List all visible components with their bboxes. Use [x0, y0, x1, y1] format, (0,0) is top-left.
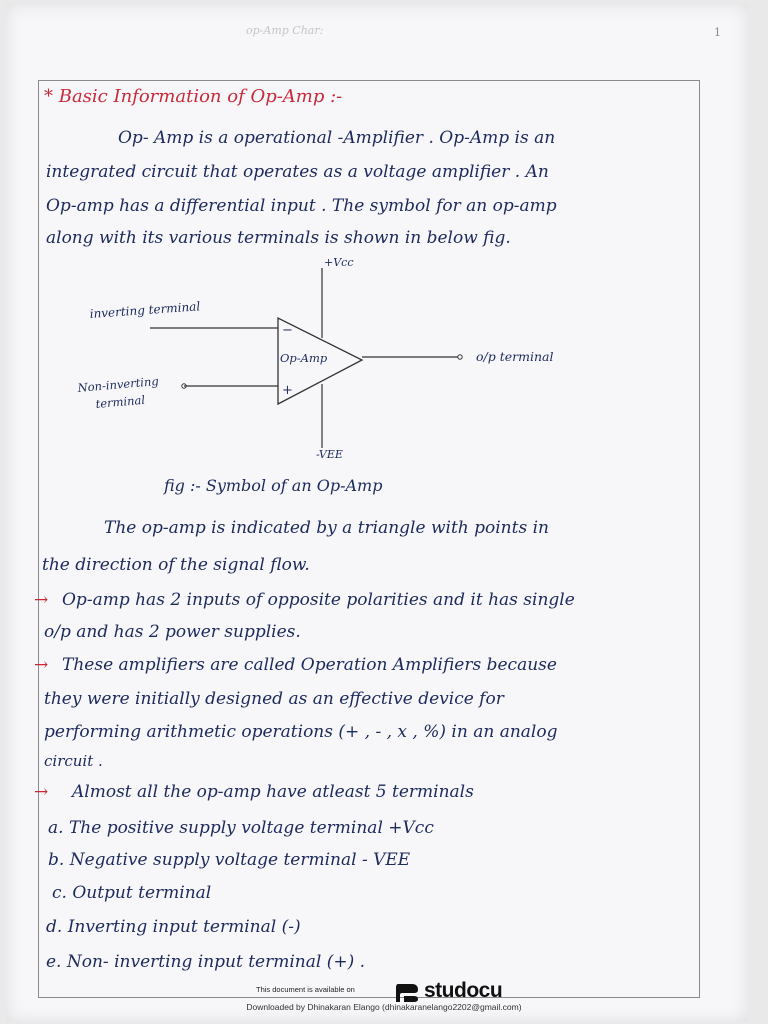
inverting-terminal-label: inverting terminal	[89, 299, 201, 321]
op-amp-symbol-diagram	[60, 256, 620, 466]
bullet-2-line-1: These amplifiers are called Operation Amplifiers because	[62, 655, 557, 675]
terminal-item-d: d. Inverting input terminal (-)	[46, 917, 301, 937]
intro-line-2: integrated circuit that operates as a voltage amplifier . An	[46, 162, 549, 182]
intro-line-4: along with its various terminals is shown in below fig.	[46, 228, 511, 248]
op-amp-box-label: Op-Amp	[280, 351, 328, 365]
intro-line-3: Op-amp has a differential input . The symbol for an op-amp	[46, 196, 557, 216]
body-line-1: The op-amp is indicated by a triangle with points in	[104, 518, 549, 538]
terminal-item-e: e. Non- inverting input terminal (+) .	[46, 952, 366, 972]
output-terminal-label: o/p terminal	[476, 349, 554, 364]
studocu-footer	[0, 979, 768, 1022]
minus-sign: −	[282, 323, 293, 338]
downloaded-by-text: Downloaded by Dhinakaran Elango (dhinakaranelango2202@gmail.com)	[246, 1002, 522, 1012]
noninverting-terminal-label-2: terminal	[95, 392, 146, 411]
vee-label: -VEE	[316, 448, 343, 461]
terminal-item-b: b. Negative supply voltage terminal - VEE	[48, 850, 411, 870]
vcc-label: +Vcc	[324, 256, 354, 269]
output-terminal-dot	[458, 355, 462, 359]
figure-caption: fig :- Symbol of an Op-Amp	[164, 476, 383, 495]
bullet-3-line-1: Almost all the op-amp have atleast 5 terminals	[72, 782, 474, 802]
bullet-1-line-1: Op-amp has 2 inputs of opposite polarities and it has single	[62, 590, 575, 610]
bullet-1-line-2: o/p and has 2 power supplies.	[44, 622, 301, 642]
bullet-arrow-2: →	[34, 655, 49, 675]
terminal-item-a: a. The positive supply voltage terminal +Vcc	[48, 818, 434, 838]
studocu-brand[interactable]: studocu	[424, 979, 503, 1002]
show-through-text: op-Amp Char:	[246, 24, 324, 37]
plus-sign: +	[282, 383, 293, 398]
noninverting-terminal-label-1: Non-inverting	[77, 373, 160, 395]
bullet-arrow-1: →	[34, 590, 49, 610]
bullet-arrow-3: →	[34, 782, 49, 802]
section-heading: * Basic Information of Op-Amp :-	[44, 86, 343, 107]
bullet-2-line-2: they were initially designed as an effective device for	[44, 689, 504, 709]
bullet-2-line-3: performing arithmetic operations (+ , - , x , %) in an analog	[44, 722, 558, 742]
available-on-text: This document is available on	[256, 985, 355, 994]
terminal-item-c: c. Output terminal	[52, 883, 212, 903]
page-number: 1	[714, 26, 721, 39]
intro-line-1: Op- Amp is a operational -Amplifier . Op-Amp is an	[118, 128, 556, 148]
body-line-2: the direction of the signal flow.	[42, 555, 310, 575]
bullet-2-line-4: circuit .	[44, 752, 103, 770]
studocu-logo-icon	[394, 982, 420, 1004]
